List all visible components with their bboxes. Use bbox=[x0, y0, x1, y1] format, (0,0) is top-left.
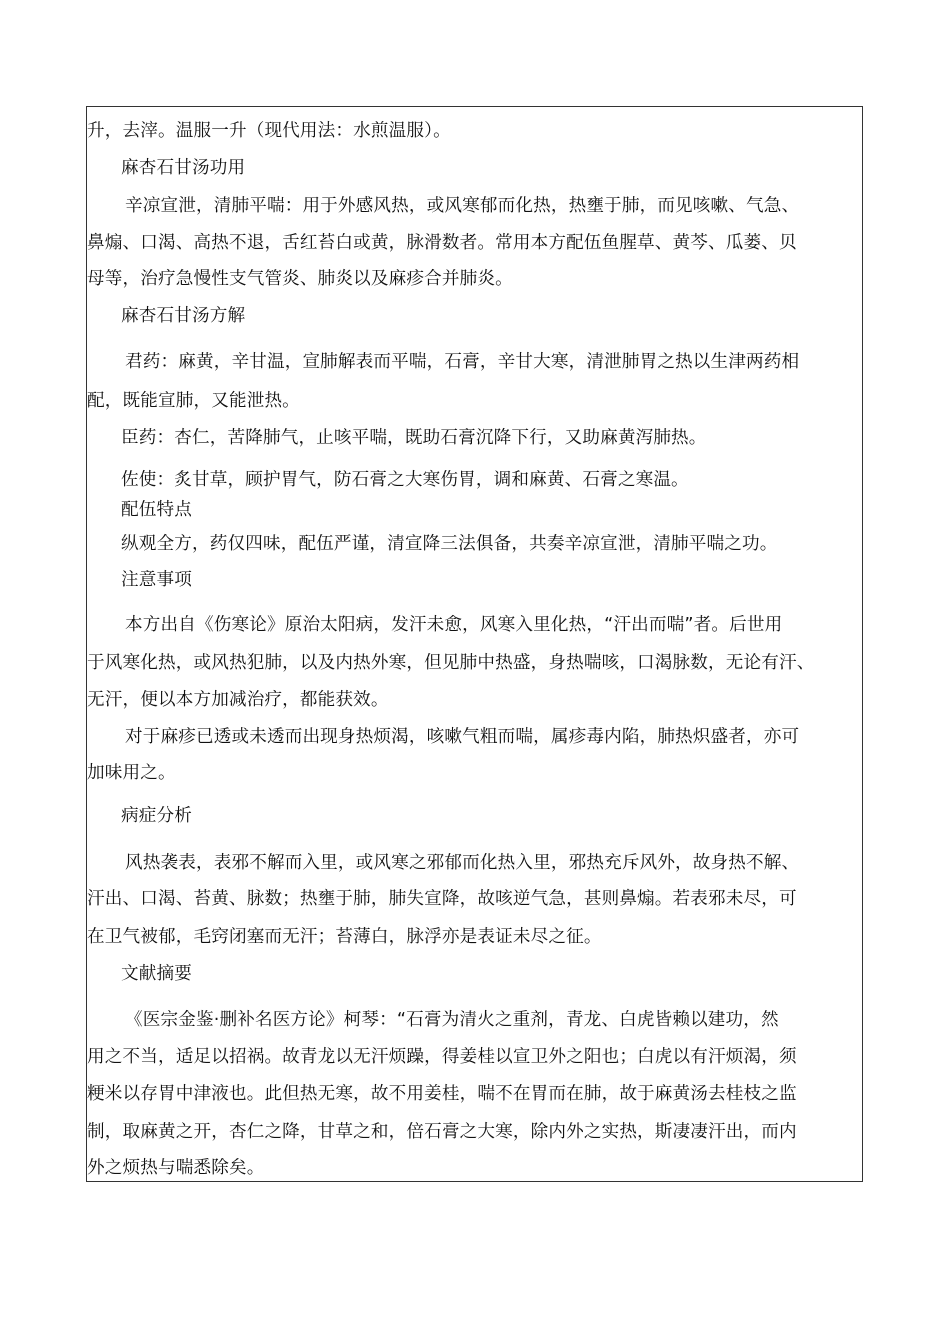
text-line: 鼻煽、口渴、高热不退，舌红苔白或黄，脉滑数者。常用本方配伍鱼腥草、黄芩、瓜蒌、贝 bbox=[87, 233, 797, 253]
section-heading-literature: 文献摘要 bbox=[121, 964, 192, 984]
section-heading-analysis: 病症分析 bbox=[121, 806, 192, 826]
text-line: 用之不当，适足以招祸。故青龙以无汗烦躁，得姜桂以宣卫外之阳也；白虎以有汗烦渴，须 bbox=[87, 1047, 797, 1067]
text-line: 制，取麻黄之开，杏仁之降，甘草之和，倍石膏之大寒，除内外之实热，斯凄凄汗出，而内 bbox=[87, 1122, 797, 1142]
section-heading-notes: 注意事项 bbox=[121, 570, 192, 590]
text-line: 佐使：炙甘草，顾护胃气，防石膏之大寒伤胃，调和麻黄、石膏之寒温。 bbox=[121, 470, 689, 490]
text-line: 升，去滓。温服一升（现代用法：水煎温服）。 bbox=[87, 121, 451, 141]
text-line: 外之烦热与喘悉除矣。 bbox=[87, 1158, 265, 1178]
section-heading-features: 配伍特点 bbox=[121, 500, 192, 520]
text-line: 臣药：杏仁，苦降肺气，止咳平喘，既助石膏沉降下行，又助麻黄泻肺热。 bbox=[121, 428, 707, 448]
section-heading-function: 麻杏石甘汤功用 bbox=[121, 158, 246, 178]
text-line: 汗出、口渴、苔黄、脉数；热壅于肺，肺失宣降，故咳逆气急，甚则鼻煽。若表邪未尽，可 bbox=[87, 889, 797, 909]
text-line: 在卫气被郁，毛窍闭塞而无汗；苔薄白，脉浮亦是表证未尽之征。 bbox=[87, 927, 602, 947]
text-line: 于风寒化热，或风热犯肺，以及内热外寒，但见肺中热盛，身热喘咳，口渴脉数，无论有汗、 bbox=[87, 653, 815, 673]
text-line: 风热袭表，表邪不解而入里，或风寒之邪郁而化热入里，邪热充斥风外，故身热不解、 bbox=[125, 853, 800, 873]
text-line: 加味用之。 bbox=[87, 763, 176, 783]
text-line: 本方出自《伤寒论》原治太阳病，发汗未愈，风寒入里化热，“汗出而喘”者。后世用 bbox=[125, 615, 783, 635]
document-table-cell bbox=[86, 106, 863, 1182]
text-line: 《医宗金鉴·删补名医方论》柯琴：“石膏为清火之重剂，青龙、白虎皆赖以建功，然 bbox=[125, 1010, 779, 1030]
text-line: 母等，治疗急慢性支气管炎、肺炎以及麻疹合并肺炎。 bbox=[87, 269, 513, 289]
section-heading-formula: 麻杏石甘汤方解 bbox=[121, 306, 246, 326]
text-line: 配，既能宣肺，又能泄热。 bbox=[87, 391, 300, 411]
text-line: 无汗，便以本方加减治疗，都能获效。 bbox=[87, 690, 389, 710]
text-line: 对于麻疹已透或未透而出现身热烦渴，咳嗽气粗而喘，属疹毒内陷，肺热炽盛者，亦可 bbox=[125, 727, 800, 747]
text-line: 君药：麻黄，辛甘温，宣肺解表而平喘，石膏，辛甘大寒，清泄肺胃之热以生津两药相 bbox=[125, 352, 800, 372]
text-line: 粳米以存胃中津液也。此但热无寒，故不用姜桂，喘不在胃而在肺，故于麻黄汤去桂枝之监 bbox=[87, 1084, 797, 1104]
text-line: 辛凉宣泄，清肺平喘：用于外感风热，或风寒郁而化热，热壅于肺，而见咳嗽、气急、 bbox=[125, 196, 800, 216]
text-line: 纵观全方，药仅四味，配伍严谨，清宣降三法俱备，共奏辛凉宣泄，清肺平喘之功。 bbox=[121, 534, 778, 554]
